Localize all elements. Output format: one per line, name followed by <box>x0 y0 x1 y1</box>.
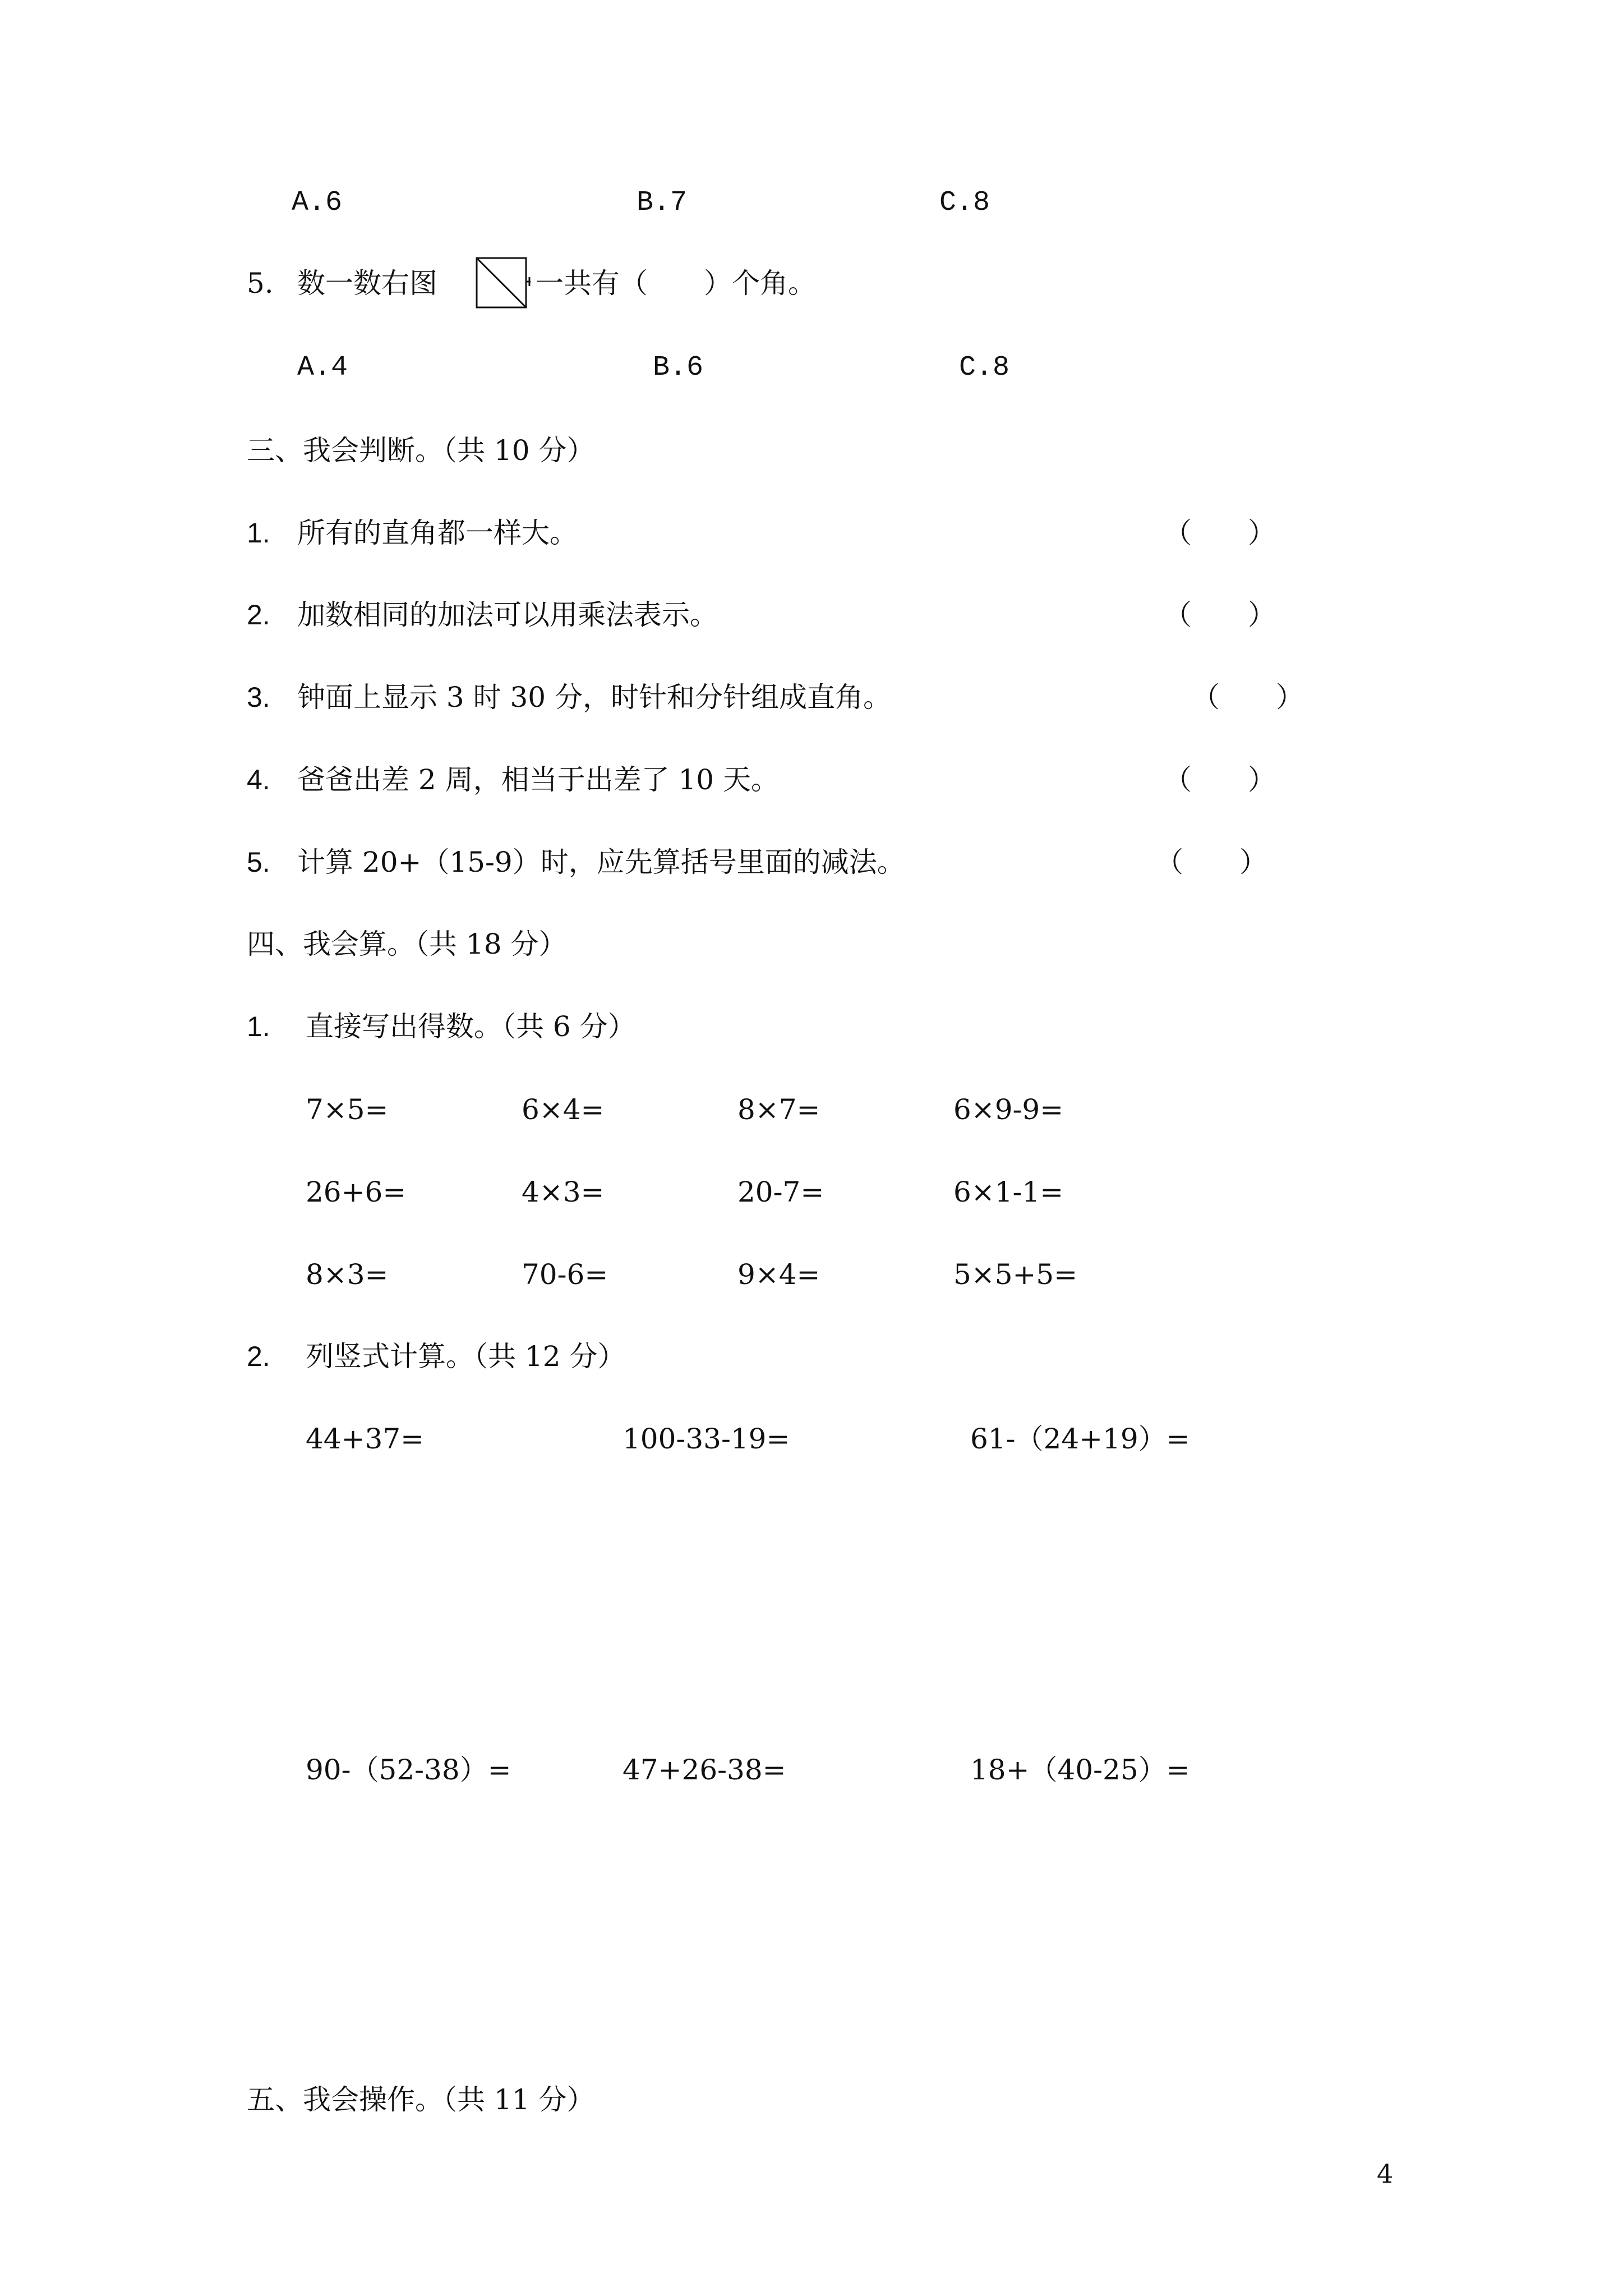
calc-part2-number: 2. <box>247 1341 270 1372</box>
mental-math-row-2 <box>306 1175 1147 1209</box>
vertical-calc-row-2 <box>306 1753 1259 1787</box>
mental-math-item: 26+6= <box>306 1176 407 1208</box>
vertical-calc-item: 90-（52-38）= <box>306 1754 511 1786</box>
q5-number: 5. <box>247 267 274 300</box>
judge-item-2-text: 加数相同的加法可以用乘法表示。 <box>297 599 718 631</box>
judge-item-4-number: 4. <box>247 764 270 795</box>
vertical-calc-item: 47+26-38= <box>623 1754 786 1786</box>
mental-math-item: 8×7= <box>737 1093 820 1126</box>
judge-item-4-text: 爸爸出差 2 周，相当于出差了 10 天。 <box>297 763 780 796</box>
q5-text-before: 数一数右图 <box>297 267 437 300</box>
q5-option-c: C.8 <box>959 352 1010 384</box>
mental-math-item: 5×5+5= <box>953 1258 1078 1291</box>
judge-item-4-blank[interactable]: （ ） <box>1164 763 1276 796</box>
judge-item-1-number: 1. <box>247 517 270 549</box>
square-with-diagonal-icon <box>476 257 532 309</box>
q4-option-c: C.8 <box>939 187 990 219</box>
vertical-calc-item: 18+（40-25）= <box>970 1754 1190 1786</box>
mental-math-item: 8×3= <box>306 1258 389 1291</box>
judge-item-5-blank[interactable]: （ ） <box>1155 846 1267 878</box>
calc-part1-number: 1. <box>247 1011 270 1042</box>
section4-title: 四、我会算。（共 18 分） <box>247 928 567 960</box>
judge-item-2-number: 2. <box>247 599 270 631</box>
mental-math-item: 9×4= <box>737 1258 820 1291</box>
judge-item-1-text: 所有的直角都一样大。 <box>297 517 578 549</box>
judge-item-5-text: 计算 20+（15-9）时，应先算括号里面的减法。 <box>297 846 905 878</box>
section3-title: 三、我会判断。（共 10 分） <box>247 434 595 467</box>
q4-option-b: B.7 <box>637 187 688 219</box>
page-number: 4 <box>1377 2159 1394 2189</box>
mental-math-row-1 <box>306 1093 1147 1126</box>
vertical-calc-row-1 <box>306 1422 1259 1456</box>
vertical-calc-item: 61-（24+19）= <box>970 1423 1190 1455</box>
judge-item-5-number: 5. <box>247 846 270 878</box>
vertical-calc-item: 100-33-19= <box>623 1423 790 1455</box>
mental-math-item: 6×9-9= <box>953 1093 1064 1126</box>
mental-math-item: 20-7= <box>737 1176 824 1208</box>
q5-text-after: 一共有（ ）个角。 <box>536 267 816 300</box>
mental-math-item: 6×4= <box>522 1093 605 1126</box>
q5-option-a: A.4 <box>297 352 348 384</box>
q5-option-b: B.6 <box>653 352 704 384</box>
vertical-calc-item: 44+37= <box>306 1423 425 1455</box>
mental-math-row-3 <box>306 1258 1147 1291</box>
judge-item-1-blank[interactable]: （ ） <box>1164 517 1276 549</box>
mental-math-item: 7×5= <box>306 1093 389 1126</box>
mental-math-item: 70-6= <box>522 1258 608 1291</box>
judge-item-3-number: 3. <box>247 682 270 713</box>
q4-option-a: A.6 <box>292 187 343 219</box>
judge-item-3-text: 钟面上显示 3 时 30 分，时针和分针组成直角。 <box>297 681 892 714</box>
section5-title: 五、我会操作。（共 11 分） <box>247 2083 595 2116</box>
mental-math-item: 4×3= <box>522 1176 605 1208</box>
calc-part2-title: 列竖式计算。（共 12 分） <box>306 1340 626 1373</box>
mental-math-item: 6×1-1= <box>953 1176 1064 1208</box>
judge-item-2-blank[interactable]: （ ） <box>1164 599 1276 631</box>
q4-options <box>292 186 1077 220</box>
q5-options <box>297 351 1082 385</box>
calc-part1-title: 直接写出得数。（共 6 分） <box>306 1010 636 1043</box>
judge-item-3-blank[interactable]: （ ） <box>1192 681 1304 714</box>
